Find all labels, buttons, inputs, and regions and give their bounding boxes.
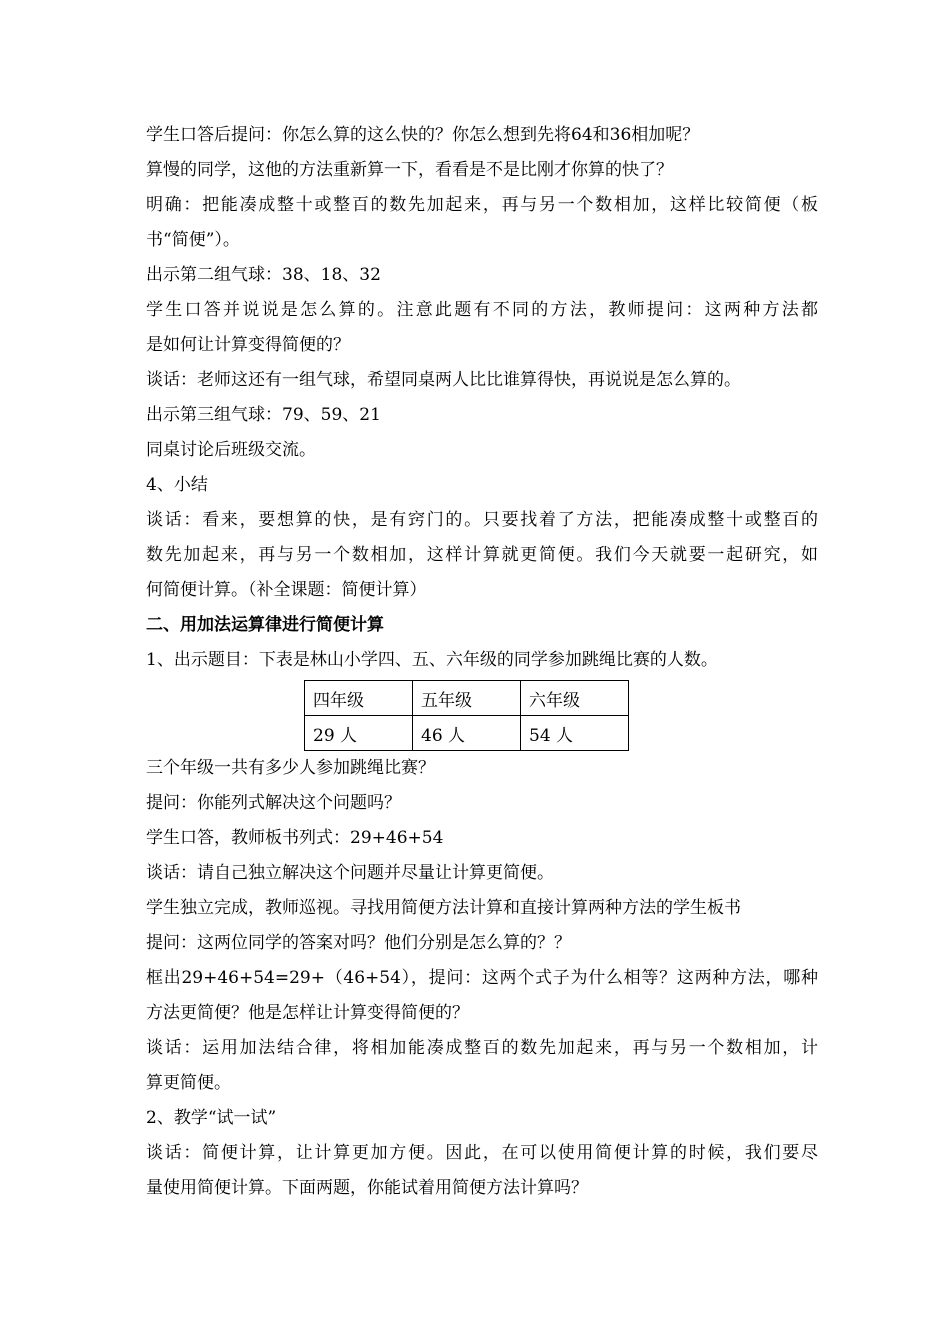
table-row — [305, 716, 629, 751]
paragraph-line: 出示第三组气球：79、59、21 — [146, 405, 381, 425]
question-intro: 1、出示题目：下表是林山小学四、五、六年级的同学参加跳绳比赛的人数。 — [146, 650, 718, 670]
table-cell: 29 人 — [305, 716, 413, 751]
paragraph-line: 何简便计算。（补全课题：简便计算） — [146, 580, 427, 600]
paragraph-line: 方法更简便？他是怎样让计算变得简便的？ — [146, 1003, 469, 1023]
table-header-row — [305, 681, 629, 716]
section-heading: 二、用加法运算律进行简便计算 — [146, 615, 384, 635]
paragraph-line: 量使用简便计算。下面两题，你能试着用简便方法计算吗？ — [146, 1178, 588, 1198]
paragraph-line: 书“简便”）。 — [146, 230, 240, 250]
paragraph-line: 明确：把能凑成整十或整百的数先加起来，再与另一个数相加，这样比较简便（板 — [146, 195, 818, 215]
paragraph-line: 框出29+46+54=29+（46+54），提问：这两个式子为什么相等？这两种方法，哪种 — [146, 968, 818, 988]
paragraph-line: 算慢的同学，这他的方法重新算一下，看看是不是比刚才你算的快了？ — [146, 160, 673, 180]
paragraph-line: 谈话：请自己独立解决这个问题并尽量让计算更简便。 — [146, 863, 554, 883]
paragraph-line: 谈话：简便计算，让计算更加方便。因此，在可以使用简便计算的时候，我们要尽 — [146, 1143, 818, 1163]
table-header-cell: 五年级 — [413, 681, 521, 716]
paragraph-line: 出示第二组气球：38、18、32 — [146, 265, 381, 285]
paragraph-line: 学生口答后提问：你怎么算的这么快的？你怎么想到先将64和36相加呢？ — [146, 125, 700, 145]
subsection-heading: 2、教学“试一试” — [146, 1108, 277, 1128]
table-header-cell: 六年级 — [521, 681, 629, 716]
paragraph-line: 同桌讨论后班级交流。 — [146, 440, 316, 460]
paragraph-line: 谈话：老师这还有一组气球，希望同桌两人比比谁算得快，再说说是怎么算的。 — [146, 370, 741, 390]
paragraph-line: 谈话：看来，要想算的快，是有窍门的。只要找着了方法，把能凑成整十或整百的 — [146, 510, 818, 530]
paragraph-line: 谈话：运用加法结合律，将相加能凑成整百的数先加起来，再与另一个数相加，计 — [146, 1038, 818, 1058]
paragraph-line: 三个年级一共有多少人参加跳绳比赛？ — [146, 758, 435, 778]
paragraph-line: 数先加起来，再与另一个数相加，这样计算就更简便。我们今天就要一起研究，如 — [146, 545, 818, 565]
paragraph-line: 学生口答并说说是怎么算的。注意此题有不同的方法，教师提问：这两种方法都 — [146, 300, 818, 320]
document-page — [146, 118, 818, 1206]
subsection-heading: 4、小结 — [146, 475, 208, 495]
table-cell: 54 人 — [521, 716, 629, 751]
paragraph-line: 学生独立完成，教师巡视。寻找用简便方法计算和直接计算两种方法的学生板书 — [146, 898, 741, 918]
grade-participants-table — [304, 680, 629, 751]
paragraph-line: 提问：你能列式解决这个问题吗？ — [146, 793, 401, 813]
paragraph-line: 算更简便。 — [146, 1073, 231, 1093]
table-cell: 46 人 — [413, 716, 521, 751]
paragraph-line: 学生口答，教师板书列式：29+46+54 — [146, 828, 444, 848]
paragraph-line: 是如何让计算变得简便的？ — [146, 335, 350, 355]
table-header-cell: 四年级 — [305, 681, 413, 716]
paragraph-line: 提问：这两位同学的答案对吗？他们分别是怎么算的？？ — [146, 933, 571, 953]
